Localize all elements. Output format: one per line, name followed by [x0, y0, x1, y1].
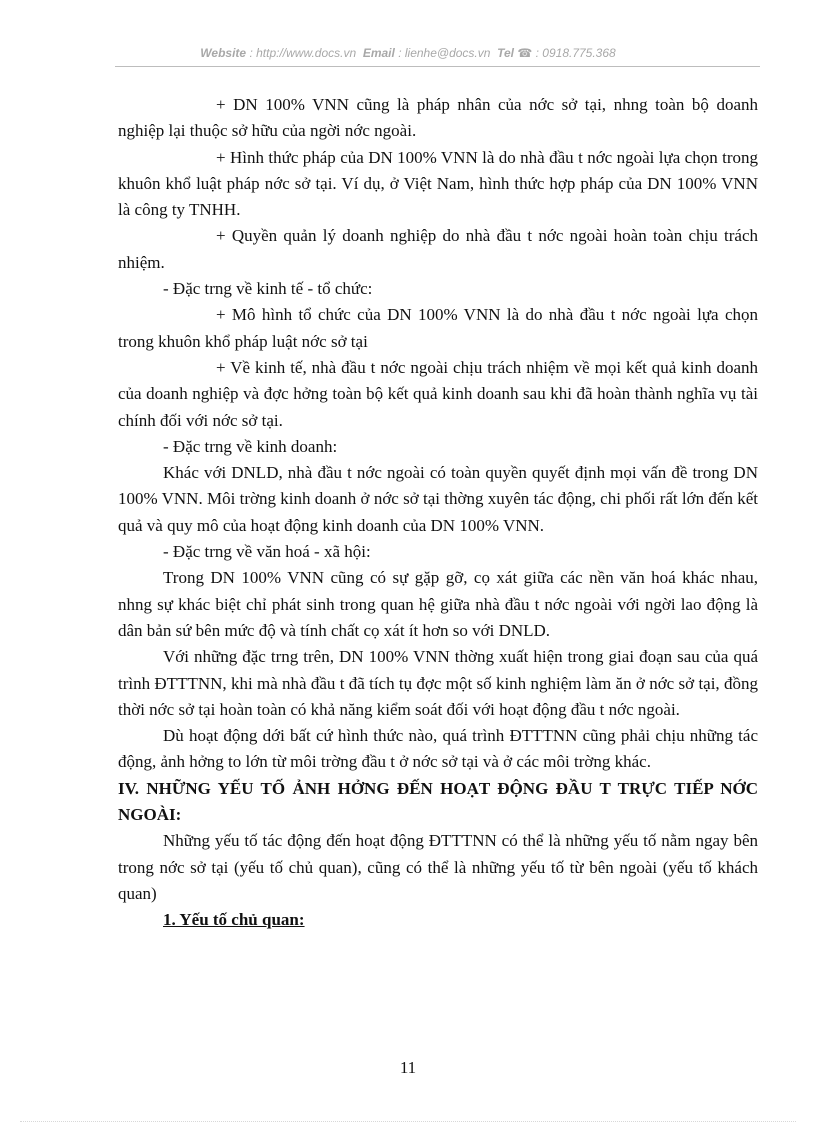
- email-address: : lienhe@docs.vn: [398, 46, 491, 60]
- paragraph: + DN 100% VNN cũng là pháp nhân của nớc sở tại, nhng toàn bộ doanh nghiệp lại thuộc sở hữu của ngời nớc ngoài.: [118, 95, 758, 141]
- page-body: [118, 92, 758, 934]
- paragraph: - Đặc trng về kinh tế - tổ chức:: [163, 279, 373, 299]
- tel-label: Tel: [497, 46, 514, 60]
- section-heading: IV. NHỮNG YẾU TỐ ẢNH HỞNG ĐẾN HOẠT ĐỘNG ĐẦU T TRỰC TIẾP NỚC NGOÀI:: [118, 778, 758, 825]
- header-divider: [115, 66, 760, 67]
- page-header: [0, 46, 816, 60]
- paragraph: - Đặc trng về văn hoá - xã hội:: [163, 542, 371, 562]
- paragraph: Khác với DNLD, nhà đầu t nớc ngoài có toàn quyền quyết định mọi vấn đề trong DN 100% VNN. Môi trờng kinh doanh ở nớc sở tại thờng xuyên tác động, chi phối rất lớn đến kết quả và quy mô của hoạt động kinh doanh của DN 100% VNN.: [118, 463, 758, 535]
- paragraph: + Mô hình tổ chức của DN 100% VNN là do nhà đầu t nớc ngoài lựa chọn trong khuôn khổ pháp luật nớc sở tại: [118, 305, 758, 351]
- paragraph: Với những đặc trng trên, DN 100% VNN thờng xuất hiện trong giai đoạn sau của quá trình ĐTTTNN, khi mà nhà đầu t đã tích tụ đợc một số kinh nghiệm làm ăn ở nớc sở tại, đồng thời nớc sở tại hoàn toàn có khả năng kiểm soát đối với hoạt động đầu t nớc ngoài.: [118, 647, 758, 719]
- paragraph: Dù hoạt động dới bất cứ hình thức nào, quá trình ĐTTTNN cũng phải chịu những tác động, ảnh hởng to lớn từ môi trờng đầu t ở nớc sở tại và ở các môi trờng khác.: [118, 726, 758, 772]
- subheading: 1. Yếu tố chủ quan:: [163, 910, 305, 930]
- paragraph: + Quyền quản lý doanh nghiệp do nhà đầu t nớc ngoài hoàn toàn chịu trách nhiệm.: [118, 226, 758, 272]
- paragraph: + Về kinh tế, nhà đầu t nớc ngoài chịu trách nhiệm về mọi kết quả kinh doanh của doanh nghiệp và đợc hởng toàn bộ kết quả kinh doanh sau khi đã hoàn thành nghĩa vụ tài chính đối với nớc sở tại.: [118, 357, 758, 430]
- paragraph: + Hình thức pháp của DN 100% VNN là do nhà đầu t nớc ngoài lựa chọn trong khuôn khổ luật pháp nớc sở tại. Ví dụ, ở Việt Nam, hình thức hợp pháp của DN 100% VNN là công ty TNHH.: [118, 147, 758, 220]
- paragraph: Những yếu tố tác động đến hoạt động ĐTTTNN có thể là những yếu tố nằm ngay bên trong nớc sở tại (yếu tố chủ quan), cũng có thể là những yếu tố từ bên ngoài (yếu tố khách quan): [118, 831, 758, 903]
- page-bottom-edge: [20, 1121, 796, 1122]
- email-label: Email: [362, 46, 395, 60]
- tel-number: ☎ : 0918.775.368: [517, 46, 616, 60]
- paragraph: - Đặc trng về kinh doanh:: [163, 436, 338, 456]
- paragraph: Trong DN 100% VNN cũng có sự gặp gỡ, cọ xát giữa các nền văn hoá khác nhau, nhng sự khác biệt chỉ phát sinh trong quan hệ giữa nhà đầu t nớc ngoài với ngời lao động là dân bản sứ bên mức độ và tính chất cọ xát ít hơn so với DNLD.: [118, 568, 758, 640]
- page-number: 11: [399, 1058, 417, 1077]
- website-url: : http://www.docs.vn: [249, 46, 357, 60]
- website-label: Website: [200, 46, 247, 60]
